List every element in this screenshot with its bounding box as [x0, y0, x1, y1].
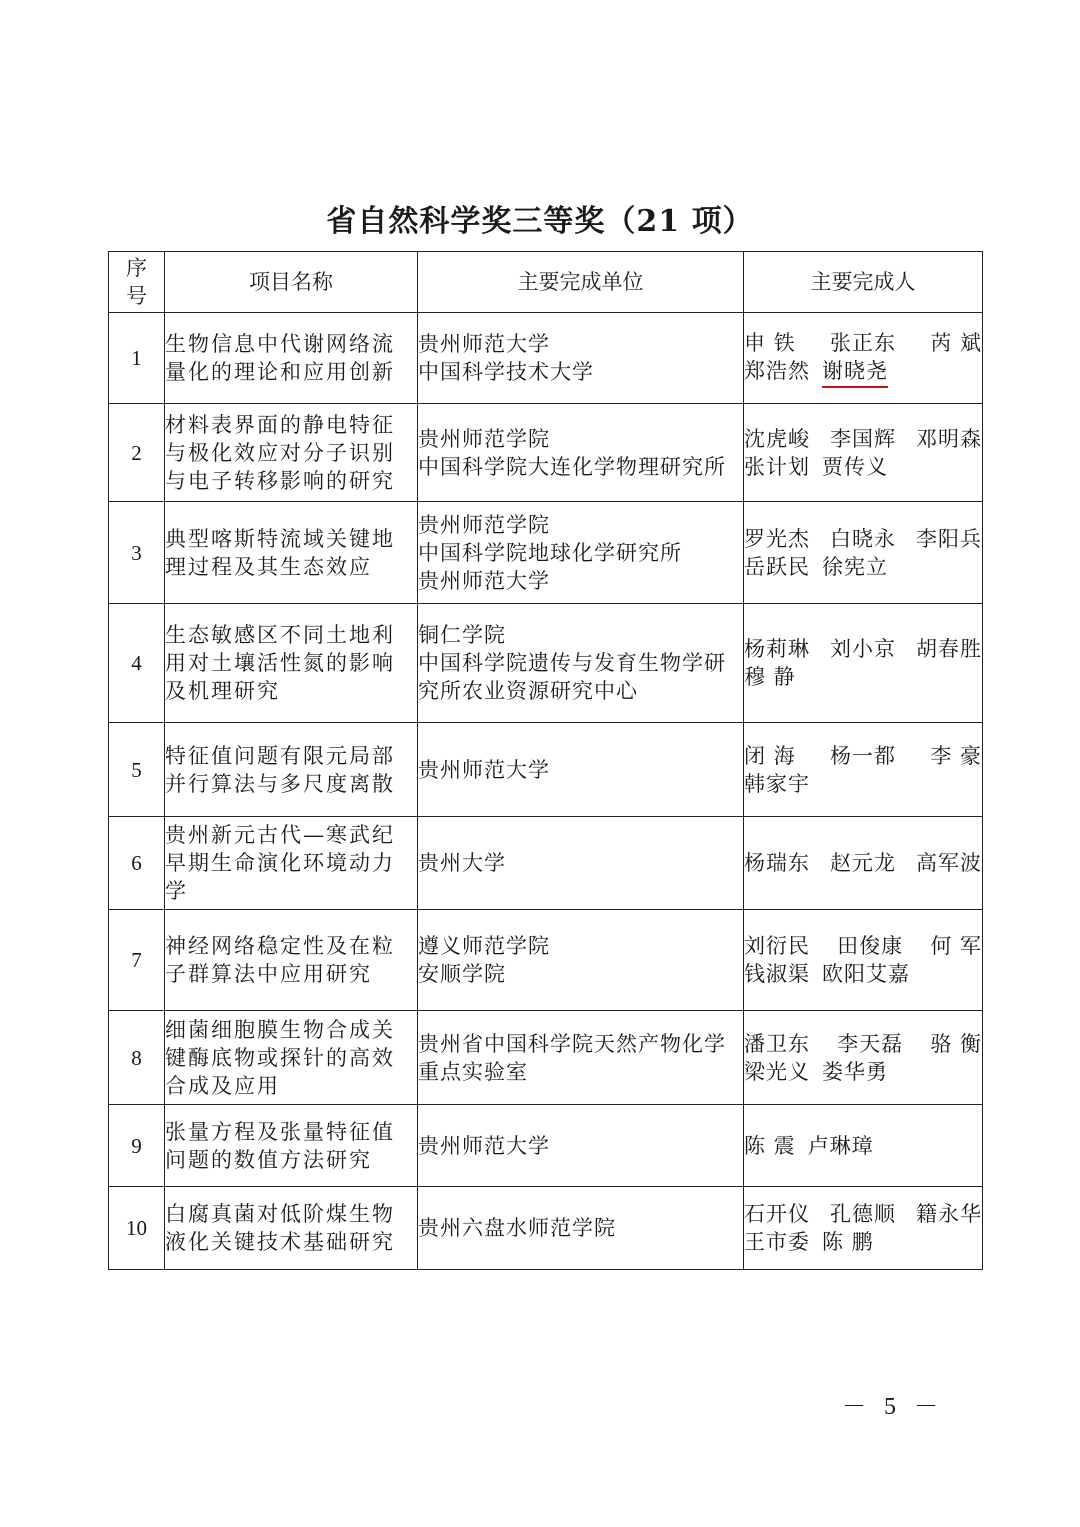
row-index: 9 — [109, 1105, 165, 1187]
awards-table — [108, 251, 983, 1270]
row-index: 5 — [109, 723, 165, 817]
person-name: 何 军 — [930, 934, 982, 958]
project-name-cell — [165, 910, 418, 1011]
person-name: 张正东 — [830, 330, 896, 355]
unit-cell — [418, 910, 744, 1011]
row-index: 2 — [109, 404, 165, 502]
project-name-cell — [165, 502, 418, 604]
project-name-line: 用对土壤活性氮的影响 — [165, 651, 395, 675]
person-name: 籍永华 — [916, 1202, 982, 1226]
person-name: 陈 鹏 — [822, 1230, 874, 1254]
person-name: 李 豪 — [930, 743, 982, 768]
people-line — [744, 1200, 982, 1228]
project-name-line: 生物信息中代谢网络流 — [165, 332, 395, 356]
people-line — [744, 1030, 982, 1058]
row-index: 8 — [109, 1011, 165, 1105]
project-name-cell — [165, 1011, 418, 1105]
project-name-line: 问题的数值方法研究 — [165, 1147, 372, 1172]
unit-line: 贵州师范大学 — [418, 568, 550, 593]
people-line — [744, 1058, 982, 1086]
people-line — [744, 635, 982, 663]
row-index: 4 — [109, 604, 165, 723]
table-row — [109, 404, 983, 502]
people-cell — [744, 1105, 983, 1187]
project-name-line: 与电子转移影响的研究 — [165, 468, 395, 493]
unit-line: 贵州六盘水师范学院 — [418, 1216, 616, 1240]
row-index: 10 — [109, 1187, 165, 1270]
people-cell — [744, 723, 983, 817]
people-cell — [744, 910, 983, 1011]
project-name-line: 子群算法中应用研究 — [165, 962, 372, 986]
header-index-line: 序 — [126, 256, 147, 280]
person-name: 骆 衡 — [930, 1031, 982, 1056]
person-name: 闭 海 — [744, 743, 796, 768]
people-line — [744, 849, 982, 877]
project-name-line: 特征值问题有限元局部 — [165, 743, 395, 768]
people-line — [744, 453, 982, 481]
person-name: 杨莉琳 — [744, 637, 810, 661]
header-unit: 主要完成单位 — [418, 252, 744, 313]
person-name: 沈虎峻 — [744, 426, 810, 451]
table-row — [109, 1105, 983, 1187]
person-name: 徐宪立 — [822, 554, 888, 579]
person-name: 田俊康 — [837, 934, 904, 958]
person-name: 卢琳璋 — [807, 1133, 874, 1158]
people-cell — [744, 502, 983, 604]
project-name-cell — [165, 817, 418, 910]
project-name-line: 白腐真菌对低阶煤生物 — [165, 1202, 395, 1226]
people-cell — [744, 1011, 983, 1105]
project-name-line: 量化的理论和应用创新 — [165, 360, 395, 384]
person-name: 王市委 — [744, 1230, 810, 1254]
person-name: 申 铁 — [744, 330, 796, 355]
person-name: 李国辉 — [830, 426, 896, 451]
unit-line: 贵州省中国科学院天然产物化学 — [418, 1031, 726, 1056]
person-name: 胡春胜 — [916, 637, 982, 661]
person-name: 梁光义 — [744, 1059, 810, 1084]
person-name: 郑浩然 — [744, 358, 810, 383]
project-name-line: 生态敏感区不同土地利 — [165, 623, 395, 647]
unit-line: 中国科学院地球化学研究所 — [418, 540, 682, 565]
table-row — [109, 604, 983, 723]
unit-line: 贵州大学 — [418, 851, 506, 875]
header-project: 项目名称 — [165, 252, 418, 313]
person-name: 娄华勇 — [822, 1059, 888, 1084]
person-name: 钱淑渠 — [744, 962, 810, 986]
header-people: 主要完成人 — [744, 252, 983, 313]
people-cell — [744, 604, 983, 723]
person-name: 穆 静 — [744, 665, 796, 689]
table-row — [109, 723, 983, 817]
unit-line: 中国科学院大连化学物理研究所 — [418, 454, 726, 479]
row-index: 3 — [109, 502, 165, 604]
person-name: 张计划 — [744, 454, 810, 479]
project-name-line: 合成及应用 — [165, 1073, 280, 1098]
unit-line: 遵义师范学院 — [418, 934, 550, 958]
people-line — [744, 525, 982, 553]
person-name: 刘衍民 — [744, 934, 810, 958]
table-row — [109, 313, 983, 404]
project-name-cell — [165, 404, 418, 502]
project-name-line: 贵州新元古代—寒武纪 — [165, 823, 395, 847]
unit-line: 中国科学技术大学 — [418, 360, 594, 384]
project-name-line: 键酶底物或探针的高效 — [165, 1045, 395, 1070]
person-name: 赵元龙 — [830, 851, 896, 875]
project-name-line: 学 — [165, 879, 188, 903]
project-name-cell — [165, 313, 418, 404]
people-cell — [744, 817, 983, 910]
unit-cell — [418, 1011, 744, 1105]
header-index-line: 号 — [126, 284, 147, 308]
table-body — [109, 313, 983, 1270]
unit-line: 贵州师范大学 — [418, 1133, 550, 1158]
project-name-cell — [165, 1187, 418, 1270]
project-name-line: 典型喀斯特流域关键地 — [165, 526, 395, 551]
person-name: 陈 震 — [744, 1133, 796, 1158]
person-name: 杨瑞东 — [744, 851, 810, 875]
unit-cell — [418, 502, 744, 604]
header-index — [109, 252, 165, 313]
table-row — [109, 817, 983, 910]
project-name-cell — [165, 723, 418, 817]
unit-cell — [418, 1187, 744, 1270]
project-name-cell — [165, 1105, 418, 1187]
project-name-line: 张量方程及张量特征值 — [165, 1119, 395, 1144]
unit-cell — [418, 313, 744, 404]
project-name-line: 理过程及其生态效应 — [165, 554, 372, 579]
unit-line: 究所农业资源研究中心 — [418, 679, 638, 703]
unit-cell — [418, 1105, 744, 1187]
person-name: 刘小京 — [830, 637, 896, 661]
unit-line: 贵州师范大学 — [418, 332, 550, 356]
header-row — [109, 252, 983, 313]
person-name: 贾传义 — [822, 454, 888, 479]
table-row — [109, 1011, 983, 1105]
person-name: 杨一都 — [830, 743, 896, 768]
person-name: 李阳兵 — [916, 526, 982, 551]
person-name: 白晓永 — [830, 526, 896, 551]
unit-cell — [418, 604, 744, 723]
person-name: 高军波 — [916, 851, 982, 875]
people-line — [744, 932, 982, 960]
unit-cell — [418, 404, 744, 502]
project-name-line: 与极化效应对分子识别 — [165, 440, 395, 465]
person-name-underlined: 谢晓尧 — [822, 357, 888, 388]
table-row — [109, 502, 983, 604]
person-name: 韩家宇 — [744, 771, 810, 796]
person-name: 邓明森 — [916, 426, 982, 451]
people-line — [744, 960, 982, 988]
people-line — [744, 770, 982, 798]
people-line — [744, 1132, 982, 1160]
project-name-line: 材料表界面的静电特征 — [165, 412, 395, 437]
person-name: 潘卫东 — [744, 1031, 810, 1056]
page-number: － 5 － — [842, 1394, 944, 1420]
person-name: 罗光杰 — [744, 526, 810, 551]
unit-line: 安顺学院 — [418, 962, 506, 986]
unit-line: 中国科学院遗传与发育生物学研 — [418, 651, 726, 675]
row-index: 7 — [109, 910, 165, 1011]
unit-cell — [418, 723, 744, 817]
person-name: 李天磊 — [837, 1031, 904, 1056]
people-line — [744, 425, 982, 453]
project-name-line: 早期生命演化环境动力 — [165, 851, 395, 875]
people-line — [744, 1228, 982, 1256]
people-line — [744, 329, 982, 357]
people-cell — [744, 404, 983, 502]
project-name-line: 并行算法与多尺度离散 — [165, 771, 395, 796]
unit-line: 贵州师范学院 — [418, 426, 550, 451]
people-cell — [744, 1187, 983, 1270]
project-name-line: 细菌细胞膜生物合成关 — [165, 1017, 395, 1042]
unit-line: 铜仁学院 — [418, 623, 506, 647]
person-name: 孔德顺 — [830, 1202, 896, 1226]
page-title: 省自然科学奖三等奖（21 项） — [326, 204, 754, 239]
person-name: 欧阳艾嘉 — [822, 962, 910, 986]
person-name: 岳跃民 — [744, 554, 810, 579]
project-name-line: 及机理研究 — [165, 679, 280, 703]
unit-cell — [418, 817, 744, 910]
unit-line: 贵州师范学院 — [418, 512, 550, 537]
table-row — [109, 910, 983, 1011]
person-name: 石开仪 — [744, 1202, 810, 1226]
person-name: 芮 斌 — [930, 330, 982, 355]
project-name-cell — [165, 604, 418, 723]
unit-line: 贵州师范大学 — [418, 757, 550, 782]
unit-line: 重点实验室 — [418, 1059, 528, 1084]
people-cell — [744, 313, 983, 404]
people-line — [744, 357, 982, 388]
row-index: 1 — [109, 313, 165, 404]
project-name-line: 神经网络稳定性及在粒 — [165, 934, 395, 958]
project-name-line: 液化关键技术基础研究 — [165, 1230, 395, 1254]
people-line — [744, 553, 982, 581]
people-line — [744, 663, 982, 691]
table-row — [109, 1187, 983, 1270]
people-line — [744, 742, 982, 770]
row-index: 6 — [109, 817, 165, 910]
